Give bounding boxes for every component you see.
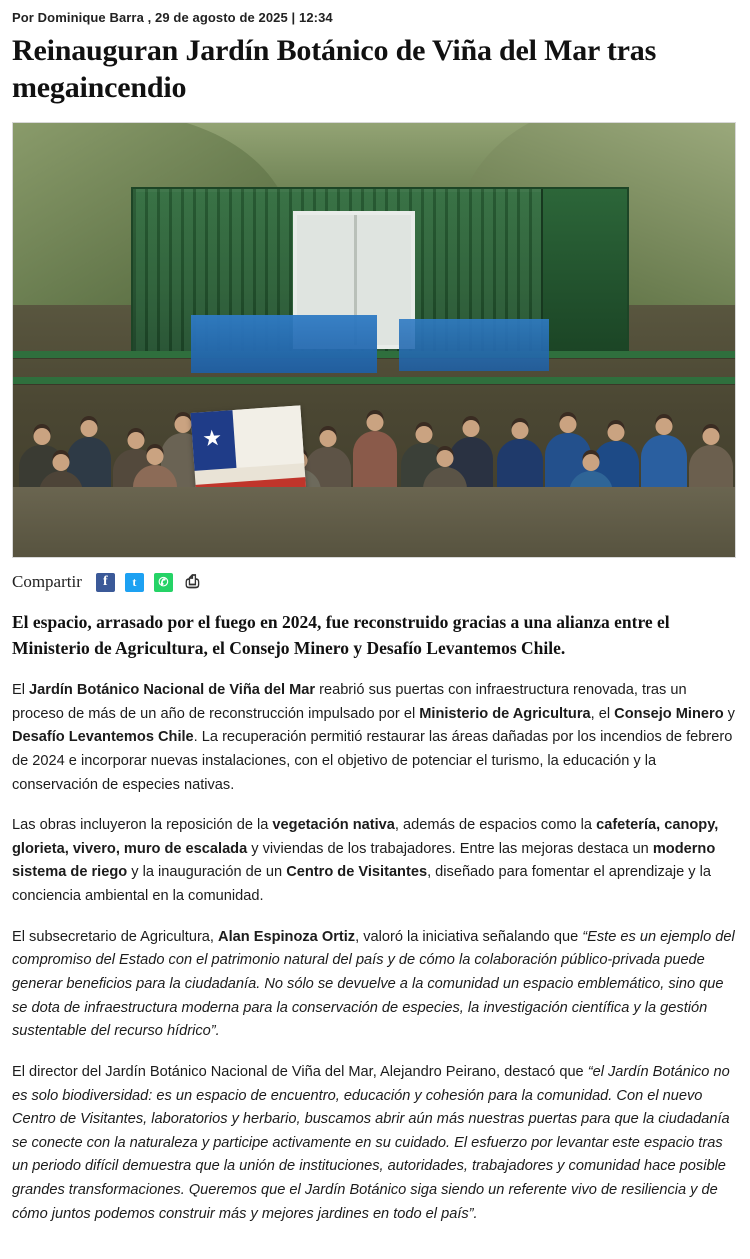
photo-chilean-flag: ★ (191, 406, 310, 545)
photo-canvas (12, 122, 736, 558)
byline: Por Dominique Barra , 29 de agosto de 2025 | 12:34 (12, 10, 333, 25)
article-paragraph-3 (12, 926, 738, 1044)
text-fragment: . La recuperación permitió restaurar las áreas dañadas por los incendios de febrero de 2024 e incorporar nuevas instalaciones, con el objetivo de potenciar el turismo, la educación y la conservación de especies nativas. (12, 729, 733, 793)
text-emphasis: Ministerio de Agricultura (419, 705, 591, 722)
twitter-icon[interactable]: t (125, 573, 144, 592)
article-paragraph-4 (12, 1061, 738, 1226)
article-image (12, 122, 736, 558)
share-bar (12, 572, 738, 592)
text-emphasis: moderno sistema de riego (12, 840, 716, 881)
text-fragment: El subsecretario de Agricultura, (12, 928, 219, 945)
text-emphasis: Consejo Minero (614, 705, 724, 722)
text-fragment: y (723, 705, 735, 722)
quote-text: “el Jardín Botánico no es solo biodiversidad: es un espacio de encuentro, educación y cohesión para la comunidad. Con el nuevo Centro de Visitantes, laboratorios y herbario, buscamos abrir aún más nuestras puertas para que la ciudadanía se conecte con la naturaleza y participe activamente en su cuidado. El esfuerzo por levantar este espacio tras un periodo difícil demuestra que la unión de instituciones, autoridades, trabajadores y comunidad hace posible grandes transformaciones. Queremos que el Jardín Botánico siga siendo un referente vivo de resiliencia y de cómo juntos podemos construir más y mejores jardines en todo el país”. (12, 1063, 730, 1222)
text-fragment: , valoró la iniciativa señalando que (355, 928, 583, 945)
whatsapp-icon[interactable]: ✆ (154, 573, 173, 592)
article-paragraph-2 (12, 814, 738, 909)
text-fragment: El (12, 681, 30, 698)
article-lede: El espacio, arrasado por el fuego en 2024, fue reconstruido gracias a una alianza entre el Ministerio de Agricultura, el Consejo Minero y Desafío Levantemos Chile. (12, 612, 670, 658)
text-fragment: , además de espacios como la (394, 817, 597, 834)
photo-path (13, 487, 735, 557)
text-fragment: El director del Jardín Botánico Nacional de Viña del Mar, Alejandro Peirano, destacó que (12, 1063, 588, 1080)
article-paragraph-1 (12, 679, 738, 797)
text-fragment: , el (590, 705, 615, 722)
text-emphasis: Centro de Visitantes (286, 864, 428, 881)
text-emphasis: vegetación nativa (272, 817, 395, 834)
facebook-icon[interactable]: f (96, 573, 115, 592)
text-fragment: , diseñado para fomentar el aprendizaje y la conciencia ambiental en la comunidad. (12, 864, 712, 905)
print-icon[interactable]: ⎙ (185, 572, 200, 592)
text-emphasis: Alan Espinoza Ortiz (218, 928, 356, 945)
text-fragment: y viviendas de los trabajadores. Entre las mejoras destaca un (247, 840, 653, 857)
text-emphasis: cafetería, canopy, glorieta, vivero, muro de escalada (12, 817, 719, 857)
page-title: Reinauguran Jardín Botánico de Viña del Mar tras megaincendio (12, 34, 657, 104)
share-label: Compartir (12, 572, 82, 592)
text-fragment: Las obras incluyeron la reposición de la (12, 817, 273, 834)
text-fragment: reabrió sus puertas con infraestructura renovada, tras un proceso de más de un año de reconstrucción impulsado por el (12, 681, 687, 722)
text-emphasis: Desafío Levantemos Chile (12, 729, 194, 746)
text-fragment: y la inauguración de un (127, 864, 287, 881)
text-emphasis: Jardín Botánico Nacional de Viña del Mar (29, 681, 316, 698)
quote-text: “Este es un ejemplo del compromiso del Estado con el patrimonio natural del país y de cómo la colaboración público-privada puede generar beneficios para la ciudadanía. No sólo se devuelve a la comunidad un espacio emblemático, sino que se dota de infraestructura moderna para la conservación de especies, la investigación científica y la gestión sustentable del recurso hídrico”. (12, 928, 735, 1040)
